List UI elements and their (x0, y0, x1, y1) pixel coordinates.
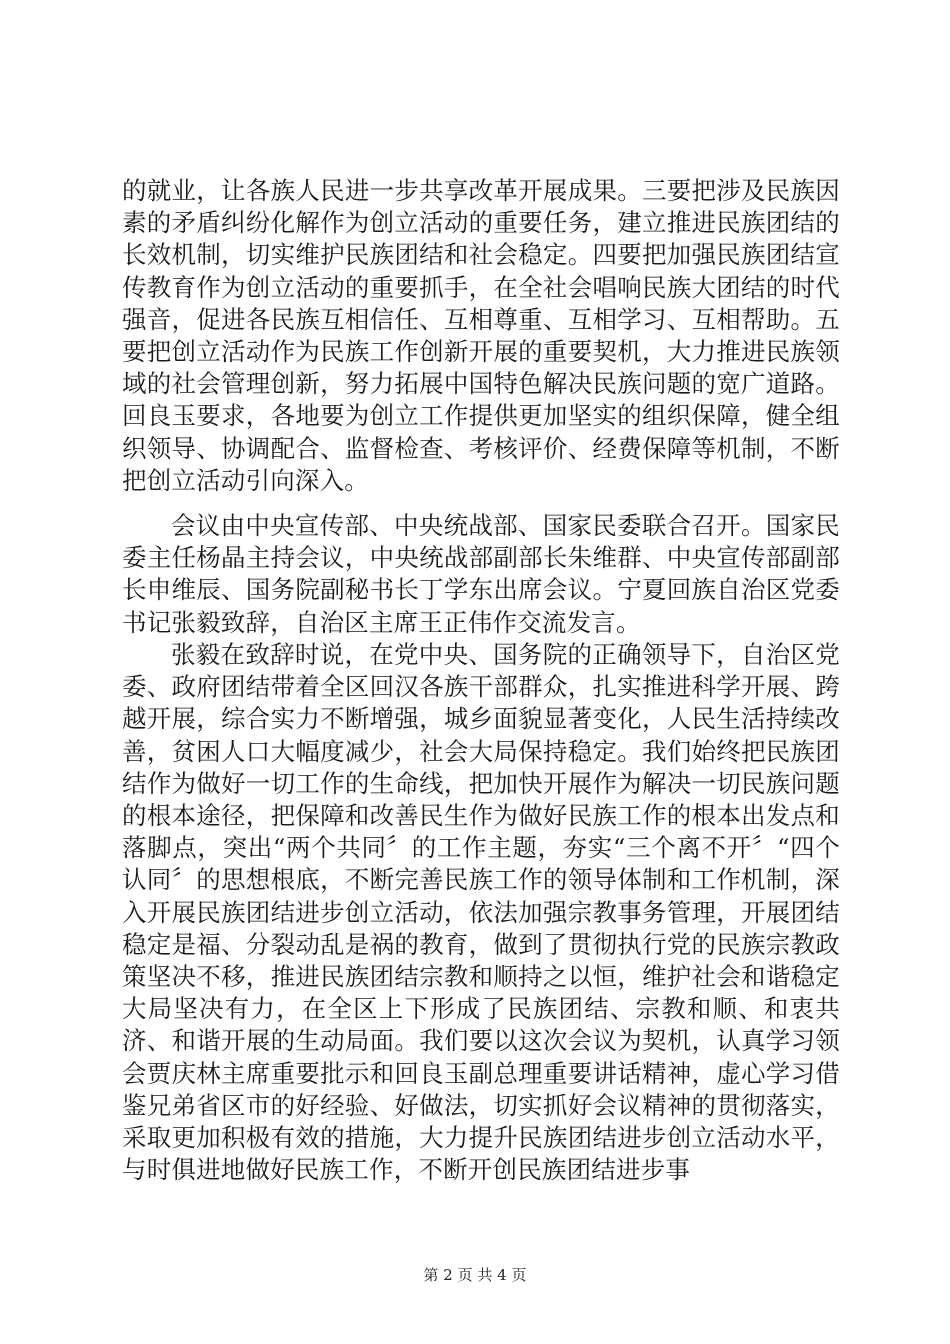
paragraph-2: 会议由中央宣传部、中央统战部、国家民委联合召开。国家民委主任杨晶主持会议，中央统战部副部长朱维群、中央宣传部副部长申维辰、国务院副秘书长丁学东出席会议。宁夏回族自治区党委书记张毅致辞，自治区主席王正伟作交流发言。 (122, 511, 840, 637)
page-footer: 第 2 页 共 4 页 (423, 1266, 527, 1284)
paragraph-1: 的就业，让各族人民进一步共享改革开展成果。三要把涉及民族因素的矛盾纠纷化解作为创立活动的重要任务，建立推进民族团结的长效机制，切实维护民族团结和社会稳定。四要把加强民族团结宣传教育作为创立活动的重要抓手，在全社会唱响民族大团结的时代强音，促进各民族互相信任、互相尊重、互相学习、互相帮助。五要把创立活动作为民族工作创新开展的重要契机，大力推进民族领域的社会管理创新，努力拓展中国特色解决民族问题的宽广道路。回良玉要求，各地要为创立工作提供更加坚实的组织保障，健全组织领导、协调配合、监督检查、考核评价、经费保障等机制，不断把创立活动引向深入。 (122, 176, 840, 495)
paragraph-3: 张毅在致辞时说，在党中央、国务院的正确领导下，自治区党委、政府团结带着全区回汉各族干部群众，扎实推进科学开展、跨越开展，综合实力不断增强，城乡面貌显著变化，人民生活持续改善，贫困人口大幅度减少，社会大局保持稳定。我们始终把民族团结作为做好一切工作的生命线，把加快开展作为解决一切民族问题的根本途径，把保障和改善民生作为做好民族工作的根本出发点和落脚点，突出“两个共同〞的工作主题，夯实“三个离不开〞“四个认同〞的思想根底，不断完善民族工作的领导体制和工作机制，深入开展民族团结进步创立活动，依法加强宗教事务管理，开展团结稳定是福、分裂动乱是祸的教育，做到了贯彻执行党的民族宗教政策坚决不移，推进民族团结宗教和顺持之以恒，维护社会和谐稳定大局坚决有力，在全区上下形成了民族团结、宗教和顺、和衷共济、和谐开展的生动局面。我们要以这次会议为契机，认真学习领会贾庆林主席重要批示和回良玉副总理重要讲话精神，虚心学习借鉴兄弟省区市的好经验、好做法，切实抓好会议精神的贯彻落实，采取更加积极有效的措施，大力提升民族团结进步创立活动水平，与时俱进地做好民族工作，不断开创民族团结进步事 (122, 640, 840, 1185)
